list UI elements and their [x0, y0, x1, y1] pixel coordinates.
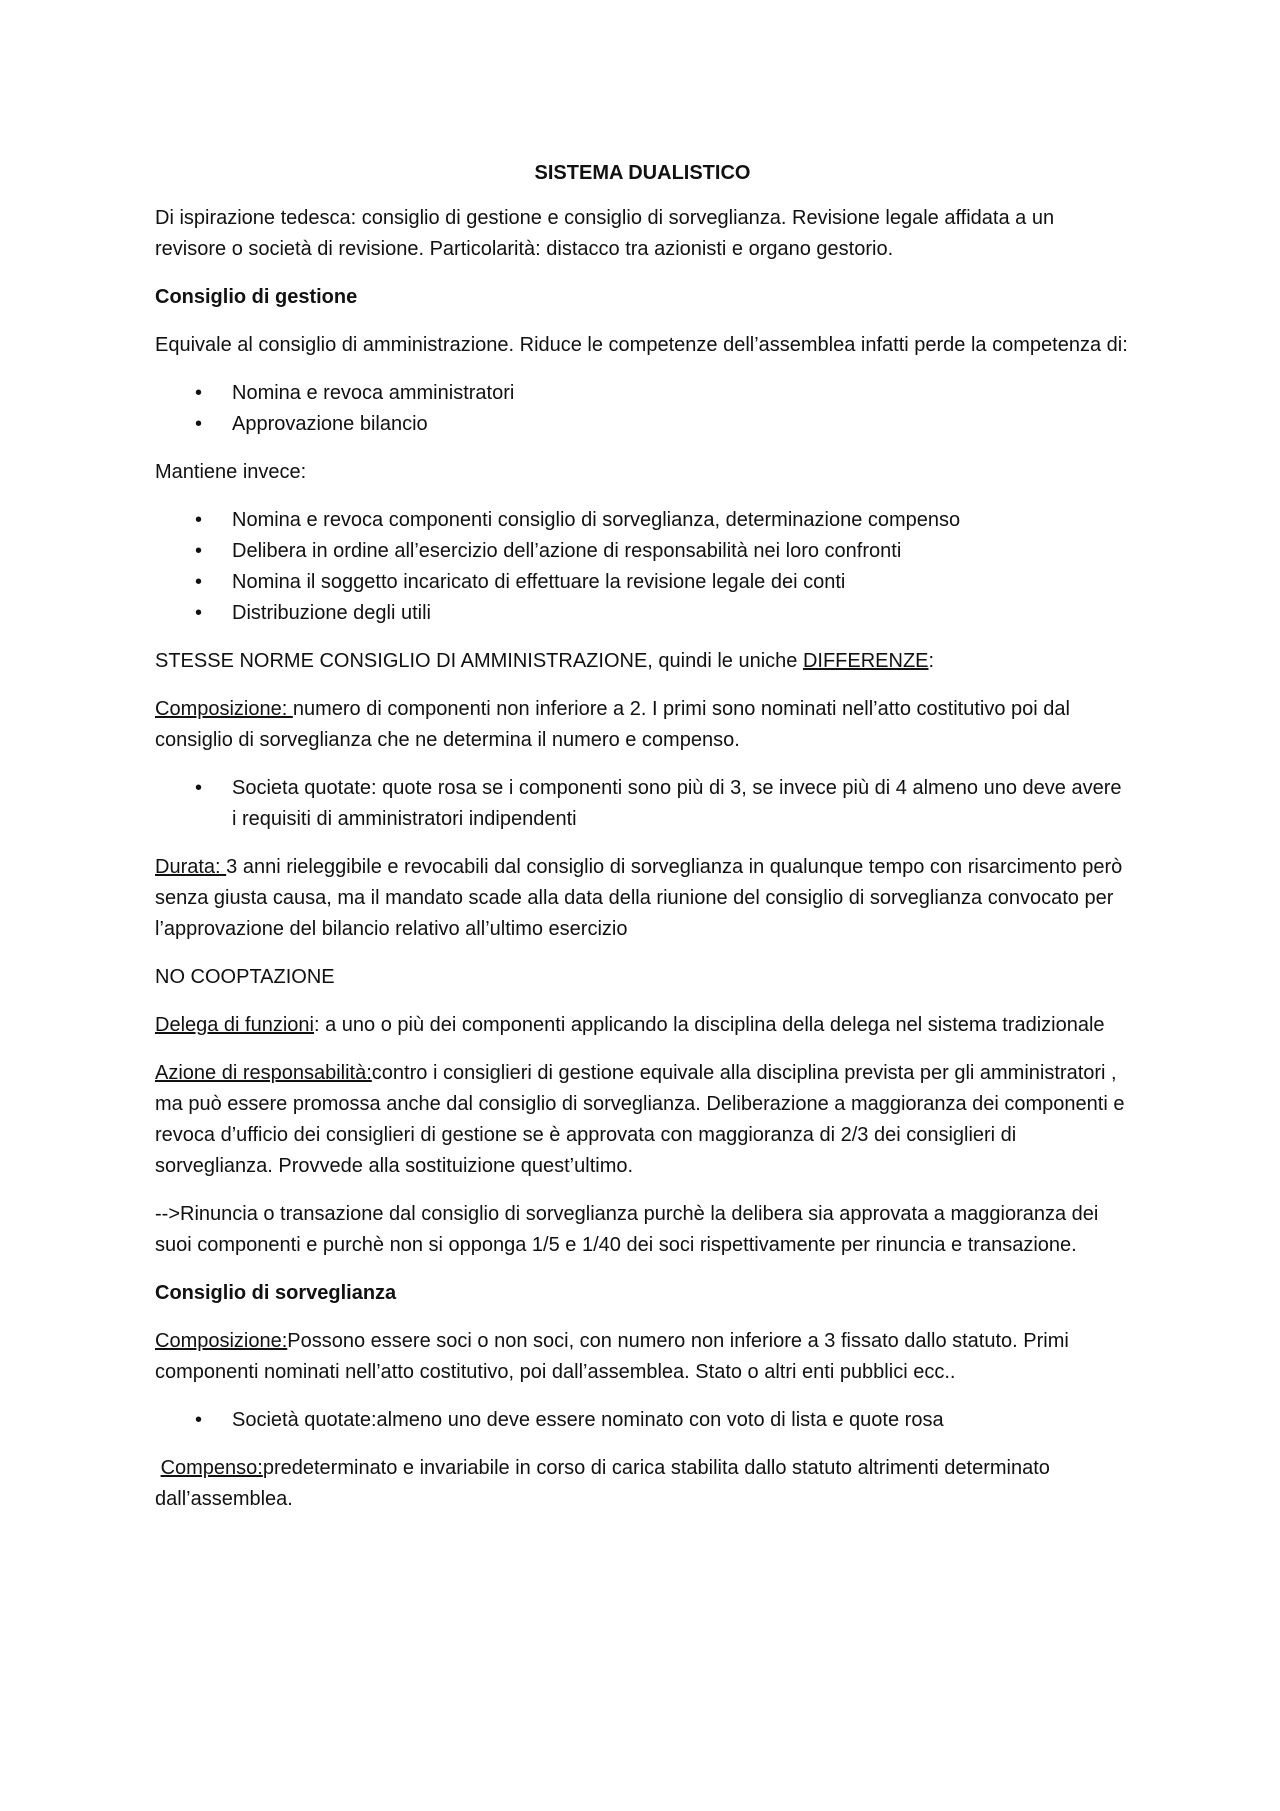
rinuncia-paragraph: -->Rinuncia o transazione dal consiglio di sorveglianza purchè la delibera sia approvata a maggioranza dei suoi componenti e purchè non si opponga 1/5 e 1/40 dei soci rispettivamente per rinuncia e transazione.	[155, 1203, 1099, 1256]
composizione-label: Composizione:	[155, 698, 293, 720]
compenso-label: Compenso:	[160, 1457, 263, 1479]
list-item: • Nomina il soggetto incaricato di effettuare la revisione legale dei conti	[232, 567, 1130, 598]
composizione-sorveglianza-paragraph: Composizione:Possono essere soci o non soci, con numero non inferiore a 3 fissato dallo statuto. Primi componenti nominati nell’atto costitutivo, poi dall’assemblea. Stato o altri enti pubblici ecc..	[155, 1330, 1069, 1383]
durata-paragraph: Durata: 3 anni rieleggibile e revocabili dal consiglio di sorveglianza in qualunque tempo con risarcimento però senza giusta causa, ma il mandato scade alla data della riunione del consiglio di sorveglianza convocato per l’approvazione del bilancio relativo all’ultimo esercizio	[155, 856, 1123, 940]
list-item: • Delibera in ordine all’esercizio dell’azione di responsabilità nei loro confronti	[232, 536, 1130, 567]
list-item: • Nomina e revoca amministratori	[232, 378, 1130, 409]
document-title: SISTEMA DUALISTICO	[534, 162, 751, 184]
perde-list	[155, 378, 1130, 440]
bullet-icon: •	[195, 540, 203, 562]
list-item: • Approvazione bilancio	[232, 409, 1130, 440]
intro-paragraph: Di ispirazione tedesca: consiglio di gestione e consiglio di sorveglianza. Revisione legale affidata a un revisore o società di revisione. Particolarità: distacco tra azionisti e organo gestorio.	[155, 207, 1055, 260]
list-item: • Distribuzione degli utili	[232, 598, 1130, 629]
compenso-paragraph: Compenso:predeterminato e invariabile in corso di carica stabilita dallo statuto altrimenti determinato dall’assemblea.	[155, 1457, 1050, 1510]
mantiene-label: Mantiene invece:	[155, 461, 307, 483]
bullet-icon: •	[195, 571, 203, 593]
azione-paragraph: Azione di responsabilità:contro i consiglieri di gestione equivale alla disciplina prevista per gli amministratori , ma può essere promossa anche dal consiglio di sorveglianza. Deliberazione a maggioranza dei componenti e revoca d’ufficio dei consiglieri di gestione se è approvata con maggioranza di 2/3 dei consiglieri di sorveglianza. Provvede alla sostituizione quest’ultimo.	[155, 1062, 1125, 1177]
bullet-icon: •	[195, 1409, 203, 1431]
no-cooptazione-paragraph: NO COOPTAZIONE	[155, 966, 335, 988]
bullet-icon: •	[195, 777, 203, 799]
list-item: • Nomina e revoca componenti consiglio di sorveglianza, determinazione compenso	[232, 505, 1130, 536]
bullet-icon: •	[195, 382, 203, 404]
heading-consiglio-gestione: Consiglio di gestione	[155, 286, 358, 308]
bullet-icon: •	[195, 602, 203, 624]
bullet-icon: •	[195, 413, 203, 435]
stesse-norme-paragraph: STESSE NORME CONSIGLIO DI AMMINISTRAZIONE, quindi le uniche DIFFERENZE:	[155, 650, 935, 672]
mantiene-list	[155, 505, 1130, 629]
sorveglianza-list	[155, 1405, 1130, 1436]
heading-consiglio-sorveglianza: Consiglio di sorveglianza	[155, 1282, 397, 1304]
differenze-label: DIFFERENZE	[802, 650, 929, 672]
list-item: • Societa quotate: quote rosa se i componenti sono più di 3, se invece più di 4 almeno uno deve avere i requisiti di amministratori indipendenti	[232, 773, 1130, 835]
azione-label: Azione di responsabilità:	[155, 1062, 372, 1084]
composizione-gestione-list	[155, 773, 1130, 835]
delega-label: Delega di funzioni	[155, 1014, 314, 1036]
list-item: • Società quotate:almeno uno deve essere nominato con voto di lista e quote rosa	[232, 1405, 1130, 1436]
delega-paragraph: Delega di funzioni: a uno o più dei componenti applicando la disciplina della delega nel sistema tradizionale	[155, 1014, 1105, 1036]
durata-label: Durata:	[155, 856, 227, 878]
composizione-gestione-paragraph: Composizione: numero di componenti non inferiore a 2. I primi sono nominati nell’atto costitutivo poi dal consiglio di sorveglianza che ne determina il numero e compenso.	[155, 698, 1070, 751]
composizione-label: Composizione:	[155, 1330, 288, 1352]
bullet-icon: •	[195, 509, 203, 531]
equivale-paragraph: Equivale al consiglio di amministrazione. Riduce le competenze dell’assemblea infatti perde la competenza di:	[155, 334, 1128, 356]
